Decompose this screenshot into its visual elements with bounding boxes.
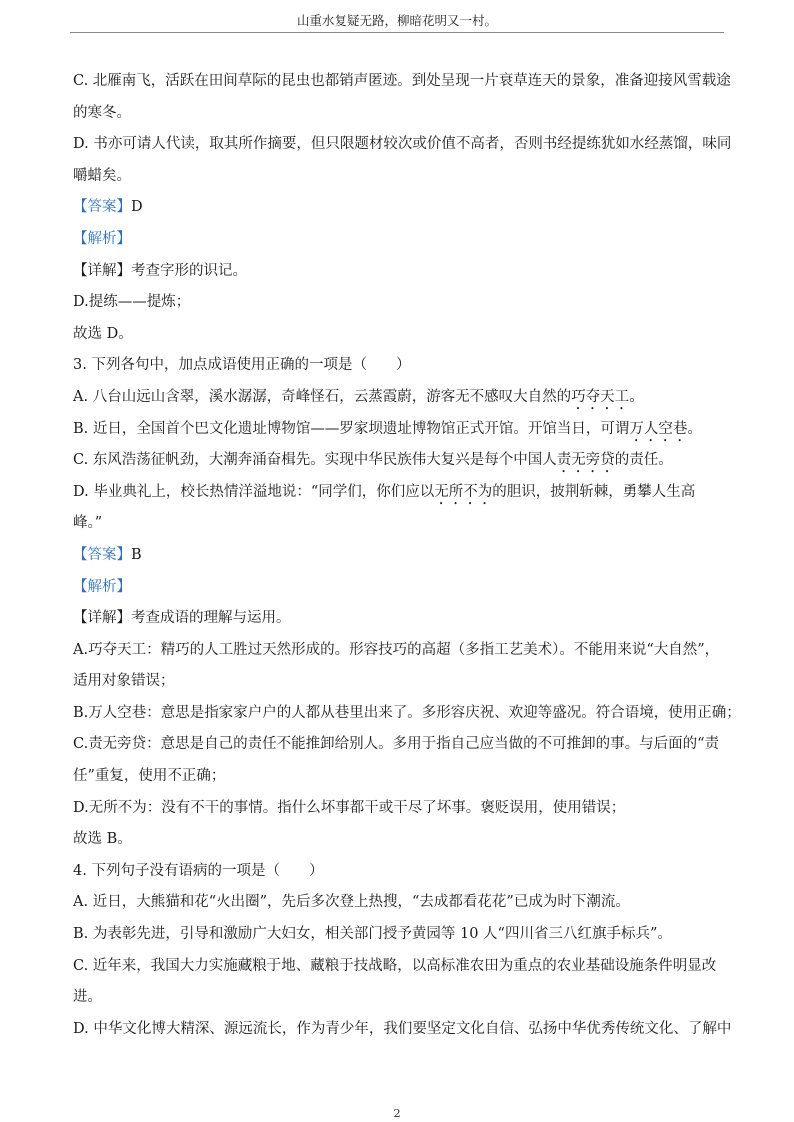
text-segment: 4. 下列句子没有语病的一项是（ ） [73, 862, 324, 879]
emphasized-idiom: 责无旁贷 [556, 452, 615, 469]
text-segment: B.万人空巷：意思是指家家户户的人都从巷里出来了。多形容庆祝、欢迎等盛况。符合语境，使用正确； [73, 704, 741, 721]
text-segment: B. 近日，全国首个巴文化遗址博物馆——罗家坝遗址博物馆正式开馆。开馆当日，可谓 [73, 420, 630, 437]
text-line [73, 161, 721, 193]
text-line [73, 951, 721, 983]
page-number: 2 [393, 1106, 401, 1120]
text-line [73, 919, 721, 951]
text-line [73, 982, 721, 1014]
text-line [73, 761, 721, 793]
section-label: 【答案】 [73, 546, 131, 563]
text-line [73, 414, 721, 446]
text-segment: D. 书亦可请人代读，取其所作摘要，但只限题材较次或价值不高者，否则书经提练犹如水经蒸馏，味同 [73, 136, 732, 153]
emphasized-idiom: 巧夺天工 [571, 388, 630, 405]
text-segment: 任”重复，使用不正确； [73, 768, 226, 785]
section-label: 【解析】 [73, 578, 131, 595]
text-segment: 的责任。 [614, 452, 673, 469]
text-segment: D [131, 199, 143, 216]
text-segment: A. 近日，大熊猫和花“火出圈”，先后多次登上热搜，“去成都看花花”已成为时下潮流。 [73, 894, 630, 911]
text-line [73, 477, 721, 509]
text-segment: 进。 [73, 989, 102, 1006]
text-line [73, 603, 721, 635]
text-segment: D. 中华文化博大精深、源远流长，作为青少年，我们要坚定文化自信、弘扬中华优秀传统文化、了解中 [73, 1020, 732, 1037]
text-line [73, 98, 721, 130]
text-line [73, 540, 721, 572]
text-line [73, 224, 721, 256]
text-segment: A. 八台山远山含翠，溪水潺潺，奇峰怪石，云蒸霞蔚，游客无不感叹大自然的 [73, 388, 572, 405]
text-segment: 适用对象错误； [73, 673, 175, 690]
text-line [73, 66, 731, 98]
text-line [73, 635, 721, 667]
text-line [73, 666, 721, 698]
text-line [73, 824, 721, 856]
text-segment: 嚼蜡矣。 [73, 167, 131, 184]
text-line [73, 350, 721, 382]
text-line [73, 445, 721, 477]
page-header: 山重水复疑无路，柳暗花明又一村。 [296, 13, 497, 28]
text-line [73, 508, 721, 540]
text-line [73, 572, 721, 604]
text-line [73, 729, 721, 761]
text-line [73, 287, 721, 319]
text-segment: B [131, 546, 142, 563]
text-line [73, 1014, 732, 1046]
text-line [73, 319, 721, 351]
text-segment: D. 毕业典礼上，校长热情洋溢地说：“同学们，你们应以 [73, 483, 435, 500]
header-divider [70, 32, 724, 33]
text-line [73, 382, 721, 414]
text-line [73, 256, 721, 288]
text-line [73, 793, 721, 825]
text-segment: 【详解】考查成语的理解与运用。 [73, 610, 291, 627]
text-segment: 【详解】考查字形的识记。 [73, 262, 247, 279]
text-line [73, 129, 732, 161]
emphasized-idiom: 无所不为 [434, 483, 493, 500]
text-segment: 3. 下列各句中，加点成语使用正确的一项是（ ） [73, 357, 411, 374]
text-segment: C. 近年来，我国大力实施藏粮于地、藏粮于技战略，以高标准农田为重点的农业基础设施条件明显改 [73, 957, 717, 974]
text-segment: C. 北雁南飞，活跃在田间草际的昆虫也都销声匿迹。到处呈现一片衰草连天的景象，准备迎接风雪载途 [73, 73, 731, 89]
text-segment: 的寒冬。 [73, 104, 131, 121]
document-body [73, 66, 741, 1045]
text-line [73, 698, 741, 730]
text-segment: 故选 B。 [73, 831, 132, 848]
text-segment: 故选 D。 [73, 325, 133, 342]
text-line [73, 856, 721, 888]
emphasized-idiom: 万人空巷 [629, 420, 688, 437]
text-segment: C. 东风浩荡征帆劲，大潮奔涌奋楫先。实现中华民族伟大复兴是每个中国人 [73, 452, 557, 469]
text-segment: D.无所不为：没有不干的事情。指什么坏事都干或干尽了坏事。褒贬误用，使用错误； [73, 799, 626, 816]
text-segment: B. 为表彰先进，引导和激励广大妇女，相关部门授予黄园等 10 人“四川省三八红旗手标兵”。 [73, 926, 672, 943]
text-line [73, 887, 721, 919]
text-segment: 峰。” [73, 515, 103, 532]
section-label: 【答案】 [73, 199, 131, 216]
section-label: 【解析】 [73, 230, 131, 247]
text-segment: A.巧夺天工：精巧的人工胜过天然形成的。形容技巧的高超（多指工艺美术）。不能用来说“大自然”， [73, 641, 720, 658]
text-segment: 。 [629, 388, 644, 405]
text-line [73, 192, 721, 224]
text-segment: D.提练——提炼； [73, 294, 191, 311]
text-segment: 。 [687, 420, 702, 437]
text-segment: C.责无旁贷：意思是自己的责任不能推卸给别人。多用于指自己应当做的不可推卸的事。与后面的“责 [73, 736, 720, 753]
text-segment: 的胆识，披荆斩棘，勇攀人生高 [492, 483, 696, 500]
